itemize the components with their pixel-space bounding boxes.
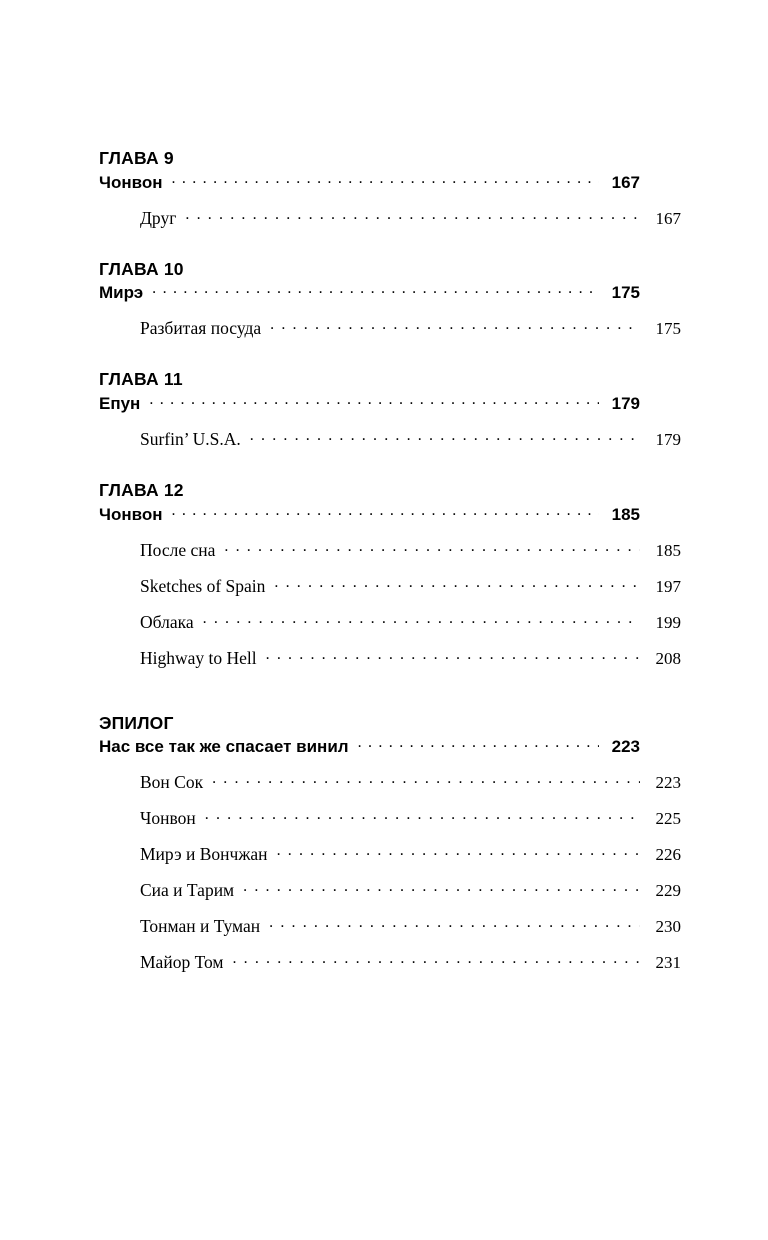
toc-entry-title: Sketches of Spain: [140, 575, 266, 596]
toc-entry-sub[interactable]: [99, 208, 681, 229]
toc-entry-page: 175: [611, 283, 640, 303]
chapter-label: ГЛАВА 9: [99, 148, 174, 168]
chapter-rows: [99, 172, 681, 229]
toc-entry-title: Вон Сок: [140, 772, 204, 793]
toc-entry-title: Епун: [99, 393, 141, 413]
toc-entry-sub[interactable]: [99, 429, 681, 450]
table-of-contents: [99, 148, 681, 973]
dot-leader: [270, 318, 640, 334]
chapter-rows: [99, 393, 681, 450]
toc-entry-title: Разбитая посуда: [140, 318, 262, 339]
toc-entry-sub[interactable]: [99, 772, 681, 793]
toc-entry-main[interactable]: [99, 282, 640, 303]
toc-entry-sub[interactable]: [99, 648, 681, 669]
dot-leader: [149, 393, 599, 409]
dot-leader: [269, 916, 640, 932]
toc-entry-title: Мирэ: [99, 283, 144, 303]
toc-entry-sub[interactable]: [99, 952, 681, 973]
toc-entry-title: Чонвон: [99, 172, 163, 192]
toc-entry-title: Чонвон: [140, 808, 196, 829]
dot-leader: [274, 576, 640, 592]
toc-entry-page: 197: [655, 576, 681, 596]
toc-entry-sub[interactable]: [99, 916, 681, 937]
toc-entry-title: Майор Том: [140, 952, 224, 973]
toc-entry-page: 185: [655, 540, 681, 560]
toc-entry-main[interactable]: [99, 504, 640, 525]
toc-entry-page: 167: [655, 208, 681, 228]
dot-leader: [243, 880, 640, 896]
chapter-label: ГЛАВА 10: [99, 258, 184, 279]
toc-entry-title: После сна: [140, 539, 216, 560]
toc-entry-page: 179: [611, 393, 640, 413]
toc-entry-page: 175: [655, 319, 681, 339]
toc-entry-page: 167: [611, 172, 640, 192]
toc-entry-page: 225: [655, 809, 681, 829]
toc-entry-sub[interactable]: [99, 576, 681, 597]
toc-entry-title: Облака: [140, 611, 194, 632]
toc-entry-title: Нас все так же спасает винил: [99, 737, 349, 757]
dot-leader: [203, 612, 640, 628]
chapter-group-epilogue: [99, 712, 681, 974]
chapter-label: ЭПИЛОГ: [99, 712, 174, 733]
toc-entry-page: 226: [655, 845, 681, 865]
dot-leader: [266, 648, 640, 664]
toc-entry-title: Чонвон: [99, 504, 163, 524]
toc-entry-page: 229: [655, 881, 681, 901]
chapter-rows: [99, 282, 681, 339]
chapter-group: [99, 369, 681, 450]
chapter-rows: [99, 504, 681, 669]
dot-leader: [232, 952, 640, 968]
toc-entry-sub[interactable]: [99, 540, 681, 561]
dot-leader: [205, 808, 640, 824]
toc-entry-page: 223: [611, 737, 640, 757]
toc-entry-page: 199: [655, 612, 681, 632]
dot-leader: [152, 282, 599, 298]
chapter-group: [99, 479, 681, 669]
dot-leader: [171, 504, 599, 520]
chapter-rows: [99, 736, 681, 973]
dot-leader: [171, 172, 599, 188]
toc-entry-page: 208: [655, 648, 681, 668]
toc-entry-sub[interactable]: [99, 808, 681, 829]
dot-leader: [224, 540, 640, 556]
toc-entry-title: Highway to Hell: [140, 647, 257, 668]
toc-entry-main[interactable]: [99, 393, 640, 414]
toc-entry-page: 179: [655, 429, 681, 449]
chapter-label: ГЛАВА 12: [99, 479, 184, 500]
toc-entry-title: Мирэ и Вончжан: [140, 844, 268, 865]
toc-entry-sub[interactable]: [99, 612, 681, 633]
toc-entry-page: 231: [655, 953, 681, 973]
toc-entry-main[interactable]: [99, 736, 640, 757]
dot-leader: [250, 429, 640, 445]
toc-entry-page: 223: [655, 773, 681, 793]
dot-leader: [358, 736, 599, 752]
toc-entry-title: Друг: [140, 207, 177, 228]
dot-leader: [185, 208, 640, 224]
toc-entry-main[interactable]: [99, 172, 640, 193]
toc-entry-title: Surfin’ U.S.A.: [140, 428, 241, 449]
toc-entry-page: 230: [655, 917, 681, 937]
toc-entry-title: Тонман и Туман: [140, 916, 261, 937]
toc-entry-sub[interactable]: [99, 844, 681, 865]
chapter-group: [99, 148, 681, 229]
chapter-label: ГЛАВА 11: [99, 369, 183, 390]
dot-leader: [277, 844, 640, 860]
chapter-group: [99, 258, 681, 340]
toc-entry-sub[interactable]: [99, 880, 681, 901]
toc-entry-title: Сиа и Тарим: [140, 880, 235, 901]
toc-entry-page: 185: [611, 504, 640, 524]
dot-leader: [212, 772, 640, 788]
toc-entry-sub[interactable]: [99, 318, 681, 339]
